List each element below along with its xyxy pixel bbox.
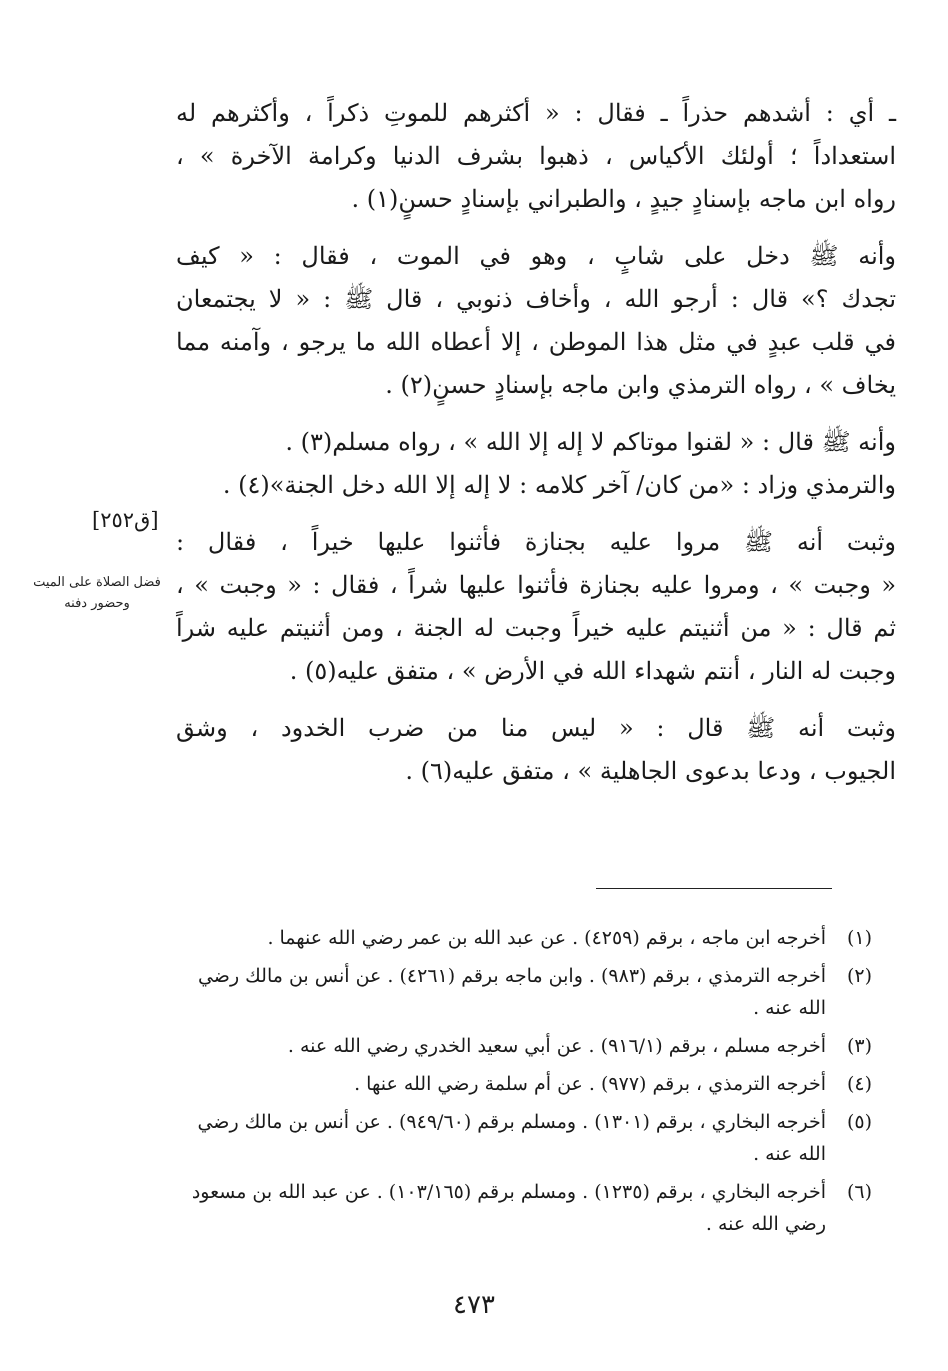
footnote-text: أخرجه الترمذي ، برقم (٩٧٧) . عن أم سلمة رضي الله عنها . [354,1073,826,1095]
paragraph-3 [176,421,896,507]
footnote [176,922,872,954]
text-line: وأنه ﷺ دخل على شابٍ ، وهو في الموت ، فقال : « كيف [176,242,896,270]
text-line: رواه ابن ماجه بإسنادٍ جيدٍ ، والطبراني بإسنادٍ حسنٍ(١) . [351,185,896,213]
text-line: وأنه ﷺ قال : « لقنوا موتاكم لا إله إلا الله » ، رواه مسلم(٣) . [285,428,896,456]
footnote-number: (٣) [846,1035,872,1057]
text-line: ـ أي : أشدهم حذراً ـ فقال : « أكثرهم للموتِ ذكراً ، وأكثرهم له [176,99,896,127]
footnote [176,1030,872,1062]
footnote [176,1068,872,1100]
text-line: وثبت أنه ﷺ قال : « ليس منا من ضرب الخدود ، وشق [176,714,896,742]
text-line: في قلب عبدٍ في مثل هذا الموطن ، إلا أعطاه الله ما يرجو ، وآمنه مما [176,328,896,356]
footnote-text: أخرجه مسلم ، برقم (٩١٦/١) . عن أبي سعيد الخدري رضي الله عنه . [287,1035,826,1057]
footnote-text: أخرجه البخاري ، برقم (١٣٠١) . ومسلم برقم (٩٤٩/٦٠) . عن أنس بن مالك رضي الله عنه . [197,1111,826,1165]
footnote-text: أخرجه البخاري ، برقم (١٢٣٥) . ومسلم برقم (١٠٣/١٦٥) . عن عبد الله بن مسعود رضي الله عنه . [191,1181,826,1235]
text-line: يخاف » ، رواه الترمذي وابن ماجه بإسنادٍ حسنٍ(٢) . [385,371,896,399]
footnote [176,960,872,1024]
paragraph-1 [176,92,896,221]
text-line: الجيوب ، ودعا بدعوى الجاهلية » ، متفق عليه(٦) . [405,757,896,785]
footnotes [176,922,872,1246]
footnote [176,1106,872,1170]
footnote-number: (٦) [846,1181,872,1203]
main-text [176,92,896,807]
text-line: تجدك ؟» قال : أرجو الله ، وأخاف ذنوبي ، قال ﷺ : « لا يجتمعان [176,285,896,313]
footnote-text: أخرجه ابن ماجه ، برقم (٤٢٥٩) . عن عبد الله بن عمر رضي الله عنهما . [267,927,826,949]
footnote-separator [596,888,832,889]
footnote-text: أخرجه الترمذي ، برقم (٩٨٣) . وابن ماجه برقم (٤٢٦١) . عن أنس بن مالك رضي الله عنه . [197,965,826,1019]
footnote-number: (٢) [846,965,872,987]
text-line: « وجبت » ، ومروا عليه بجنازة فأثنوا عليها شراً ، فقال : « وجبت » ، [176,571,896,599]
footnote-number: (٤) [846,1073,872,1095]
margin-heading: فضل الصلاة على الميت وحضور دفنه [33,575,161,611]
text-line: وجبت له النار ، أنتم شهداء الله في الأرض » ، متفق عليه(٥) . [289,657,896,685]
text-line: استعداداً ؛ أولئك الأكياس ، ذهبوا بشرف الدنيا وكرامة الآخرة » ، [176,142,896,170]
text-line: وثبت أنه ﷺ مروا عليه بجنازة فأثنوا عليها خيراً ، فقال : [176,528,896,556]
text-line: ثم قال : « من أثنيتم عليه خيراً وجبت له الجنة ، ومن أثنيتم عليه شراً [176,614,896,642]
paragraph-5 [176,707,896,793]
footnote [176,1176,872,1240]
manuscript-folio-marker: [ق٢٥٢] [92,508,159,532]
footnote-number: (٥) [846,1111,872,1133]
paragraph-2 [176,235,896,407]
paragraph-4 [176,521,896,693]
footnote-number: (١) [846,927,872,949]
text-line: والترمذي وزاد : «من كان/ آخر كلامه : لا إله إلا الله دخل الجنة»(٤) . [222,471,896,499]
page-number: ٤٧٣ [453,1290,495,1320]
